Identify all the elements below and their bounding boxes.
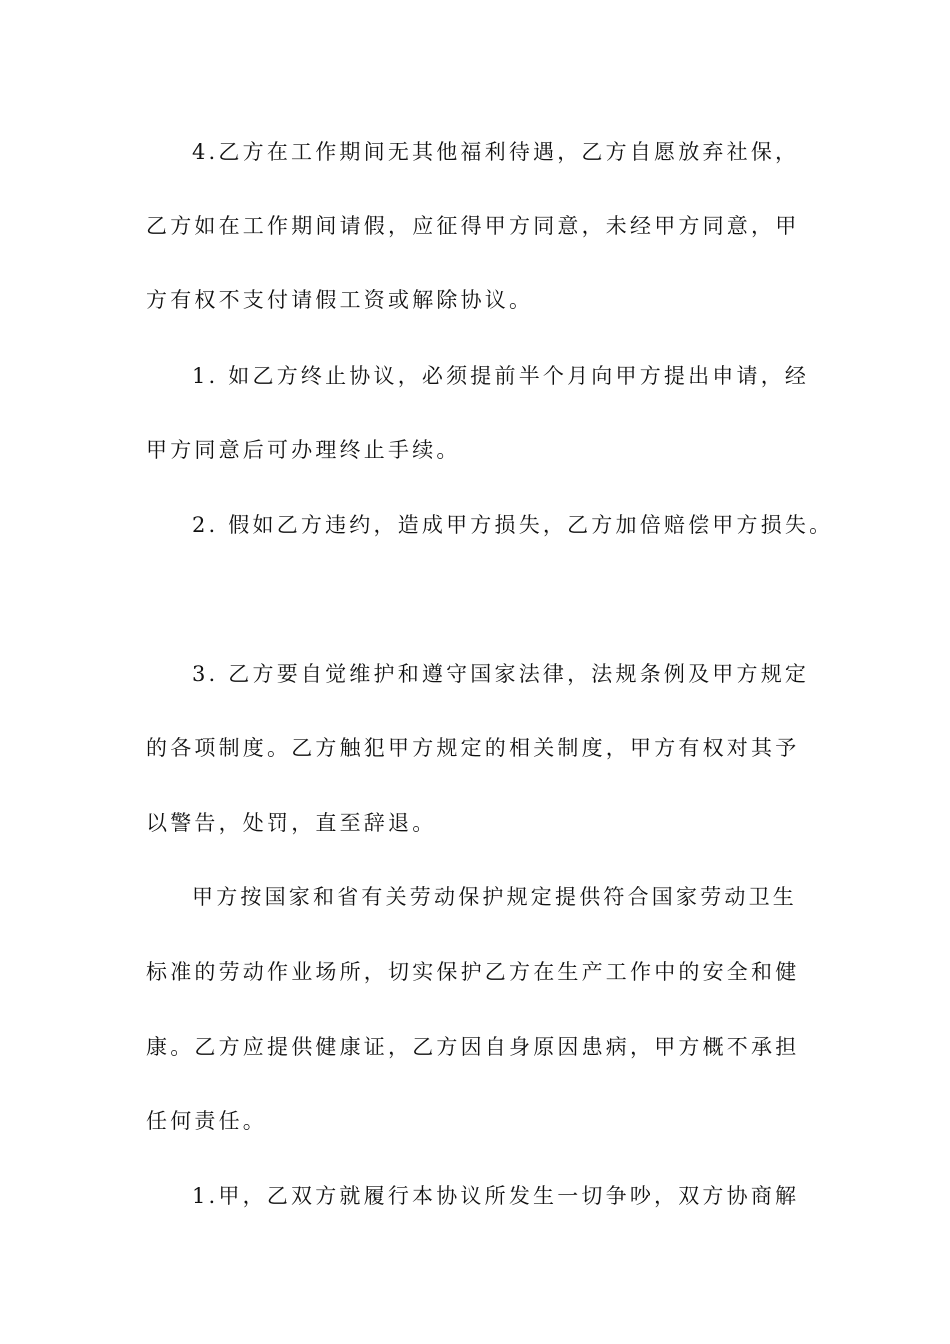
text-line: 1.甲，乙双方就履行本协议所发生一切争吵，双方协商解 <box>192 1184 800 1208</box>
text-line: 的各项制度。乙方触犯甲方规定的相关制度，甲方有权对其予 <box>146 736 800 760</box>
text-line: 1. 如乙方终止协议，必须提前半个月向甲方提出申请，经 <box>192 364 810 388</box>
text-line: 2. 假如乙方违约，造成甲方损失，乙方加倍赔偿甲方损失。 <box>192 513 834 537</box>
text-line: 以警告，处罚，直至辞退。 <box>146 811 437 835</box>
text-line: 标准的劳动作业场所，切实保护乙方在生产工作中的安全和健 <box>146 960 800 984</box>
text-line: 甲方同意后可办理终止手续。 <box>146 438 461 462</box>
text-line: 4.乙方在工作期间无其他福利待遇，乙方自愿放弃社保， <box>192 140 800 164</box>
text-line: 3. 乙方要自觉维护和遵守国家法律，法规条例及甲方规定 <box>192 662 810 686</box>
text-line: 甲方按国家和省有关劳动保护规定提供符合国家劳动卫生 <box>192 885 797 909</box>
text-line: 乙方如在工作期间请假，应征得甲方同意，未经甲方同意，甲 <box>146 214 800 238</box>
text-line: 任何责任。 <box>146 1109 267 1133</box>
text-line: 康。乙方应提供健康证，乙方因自身原因患病，甲方概不承担 <box>146 1035 800 1059</box>
text-line: 方有权不支付请假工资或解除协议。 <box>146 288 534 312</box>
